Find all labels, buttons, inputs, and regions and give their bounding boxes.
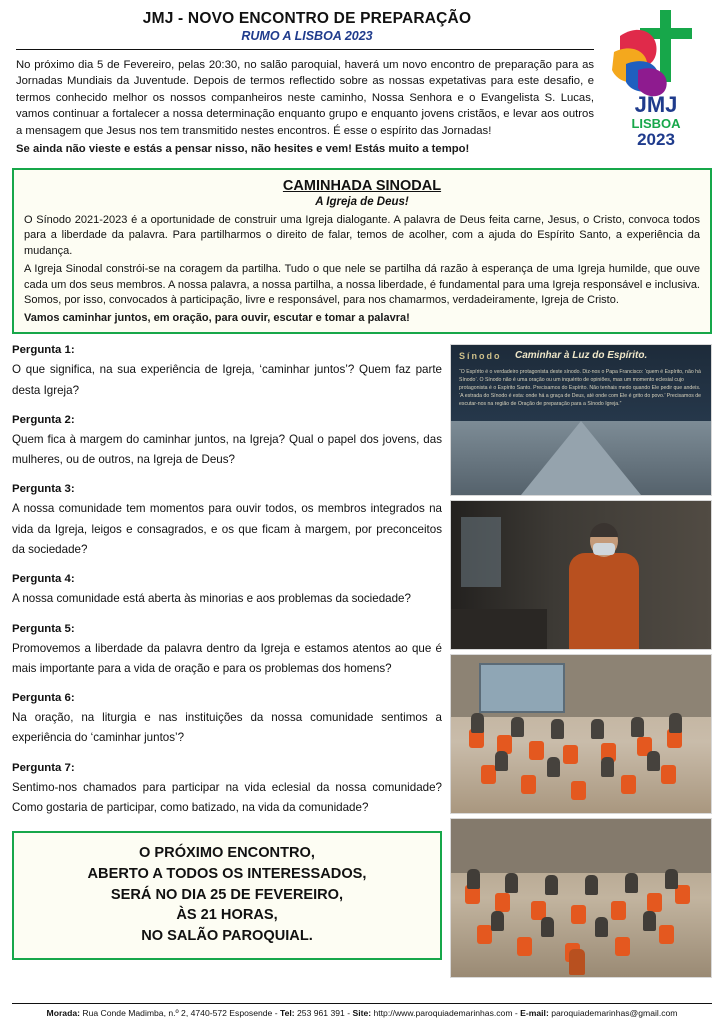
speaker-body — [569, 553, 639, 649]
projection-screen — [479, 663, 565, 713]
question-text-5: Promovemos a liberdade da palavra dentro da Igreja e estamos atentos ao que é mais importante para a vida de oração e para os problemas dos homens? — [12, 641, 442, 675]
photo-synod-slide — [450, 344, 712, 496]
road-graphic — [451, 421, 711, 495]
question-label-7: Pergunta 7: — [12, 761, 75, 774]
next-meeting-box — [12, 831, 442, 960]
questions-column — [12, 344, 442, 982]
next-meeting-line-5: NO SALÃO PAROQUIAL. — [141, 928, 313, 945]
question-item — [12, 483, 442, 560]
slide-content — [451, 345, 711, 423]
question-label-3: Pergunta 3: — [12, 483, 75, 496]
next-meeting-line-1: O PRÓXIMO ENCONTRO, — [139, 845, 315, 862]
photo-speaker — [450, 500, 712, 650]
header-divider — [16, 49, 594, 50]
footer-site-link[interactable]: http://www.paroquiademarinhas.com — [373, 1008, 513, 1018]
question-text-3: A nossa comunidade tem momentos para ouvir todos, os membros integrados na vida da Igreja, leigos e consagrados, e os que ficam à margem, por preconceitos da sociedade? — [12, 502, 442, 557]
question-text-1: O que significa, na sua experiência de Igreja, ‘caminhar juntos’? Quem faz parte desta Igreja? — [12, 363, 442, 397]
question-label-1: Pergunta 1: — [12, 344, 75, 357]
footer-morada-label: Morada: — [46, 1008, 80, 1018]
caminhada-sinodal-box — [12, 168, 712, 334]
footer-tel-label: Tel: — [279, 1008, 295, 1018]
main-content — [10, 344, 714, 982]
svg-text:LISBOA: LISBOA — [631, 116, 681, 131]
question-text-7: Sentimo-nos chamados para participar na vida eclesial da nossa comunidade? Como gostaria de participar, como batizado, na vida da comunidade? — [12, 780, 442, 814]
next-meeting-line-2: ABERTO A TODOS OS INTERESSADOS, — [87, 866, 367, 882]
footer-email-label: E-mail: — [520, 1008, 549, 1018]
jmj-lisboa-2023-logo — [600, 8, 712, 148]
face-mask-icon — [593, 543, 615, 555]
header — [10, 8, 714, 158]
footer-sep-1: - — [274, 1008, 278, 1018]
next-meeting-line-3: SERÁ NO DIA 25 DE FEVEREIRO, — [110, 886, 344, 903]
page-title: JMJ - NOVO ENCONTRO DE PREPARAÇÃO — [142, 10, 472, 27]
window-shape — [461, 517, 501, 587]
slide-text: “O Espírito é o verdadeiro protagonista deste sínodo. Diz-nos o Papa Francisco: ‘quem é Espírito, não há Sínodo’. O Sínodo não é uma oração ou um inquérito de opiniões, mas um momento eclesial cujo protagonista é o Espírito Santo. Precisamos do Espírito. Não tenhais medo quando Ele pedir que andeis. ‘A estrada do Sínodo é esta: onde há a graça de Deus, até onde com Ele é grito do povo.’ Precisamos de escutar-nos na região de Oração de preparação para a Sínodo Igreja.” — [459, 369, 702, 407]
svg-text:2023: 2023 — [637, 130, 675, 148]
question-text-2: Quem fica à margem do caminhar juntos, na Igreja? Qual o papel dos jovens, das mulheres, ou de outros, na Igreja de Deus? — [12, 432, 442, 467]
sinodal-paragraph-1: O Sínodo 2021-2023 é a oportunidade de construir uma Igreja dialogante. A palavra de Deus feita carne, Jesus, o Cristo, convoca todos para a liberdade da palavra. Para partilharmos o direito de falar, temos de acolher, com a ajuda do Espírito Santo, a experiência da mudança. — [24, 214, 700, 257]
slide-brand: Sínodo — [459, 351, 502, 362]
photo-assembly-circle — [450, 818, 712, 978]
svg-text:JMJ: JMJ — [634, 92, 678, 117]
next-meeting-line-4: ÀS 21 HORAS, — [176, 907, 278, 924]
footer-tel: 253 961 391 — [297, 1008, 345, 1018]
question-text-6: Na oração, na liturgia e nas instituições da nossa comunidade sentimos a experiência do ‘caminhar juntos’? — [12, 711, 442, 745]
question-label-4: Pergunta 4: — [12, 573, 75, 586]
question-item — [12, 623, 442, 680]
footer-sep-3: - — [514, 1008, 518, 1018]
sinodal-callout: Vamos caminhar juntos, em oração, para ouvir, escutar e tomar a palavra! — [24, 312, 410, 325]
photo-assembly-wide — [450, 654, 712, 814]
desk-shape — [451, 609, 547, 649]
header-paragraph: No próximo dia 5 de Fevereiro, pelas 20:30, no salão paroquial, haverá um novo encontro de preparação para as Jornadas Mundiais da Juventude. Depois de termos reflectido sobre as nossas expetativas para este desafio, e termos conhecido melhor os nossos companheiros neste caminho, Nossa Senhora e o Evangelista S. Lucas, vamos continuar a fortalecer a nossa determinação enquanto grupo e enquanto jovens cristãos, e levar aos outros a mensagem que Jesus nos tem transmitido nestes encontros. É esse o espírito das Jornadas! — [16, 59, 594, 137]
question-label-5: Pergunta 5: — [12, 622, 75, 635]
header-call-to-action: Se ainda não vieste e estás a pensar nisso, não hesites e vem! Estás muito a tempo! — [16, 142, 470, 155]
question-item — [12, 344, 442, 401]
question-item — [12, 414, 442, 471]
footer — [12, 1003, 712, 1018]
sinodal-paragraph-2: A Igreja Sinodal constrói-se na coragem da partilha. Tudo o que nele se partilha dá razão à esperança de uma Igreja humilde, que ouve cada um dos seus membros. A nossa palavra, a nossa partilha, a nossa liberdade, é fundamental para uma Igreja responsável e inclusiva. Somos, por isso, convocados à participação, livre e responsável, para nos chamarmos, verdadeiramente, Igreja de Cristo. — [24, 263, 700, 306]
question-item — [12, 573, 442, 609]
back-wall — [451, 819, 711, 873]
question-label-6: Pergunta 6: — [12, 692, 75, 705]
footer-email-link[interactable]: paroquiademarinhas@gmail.com — [551, 1008, 678, 1018]
question-label-2: Pergunta 2: — [12, 413, 75, 426]
sinodal-title: CAMINHADA SINODAL — [282, 178, 442, 194]
sinodal-subtitle: A Igreja de Deus! — [315, 196, 409, 208]
question-item — [12, 762, 442, 819]
question-text-4: A nossa comunidade está aberta às minorias e aos problemas da sociedade? — [12, 592, 411, 606]
slide-title: Caminhar à Luz do Espírito. — [515, 350, 648, 362]
page-subtitle: RUMO A LISBOA 2023 — [241, 29, 373, 43]
footer-site-label: Site: — [352, 1008, 372, 1018]
question-item — [12, 692, 442, 749]
photos-column — [450, 344, 712, 982]
footer-morada: Rua Conde Madimba, n.º 2, 4740-572 Esposende — [82, 1008, 273, 1018]
footer-sep-2: - — [347, 1008, 351, 1018]
